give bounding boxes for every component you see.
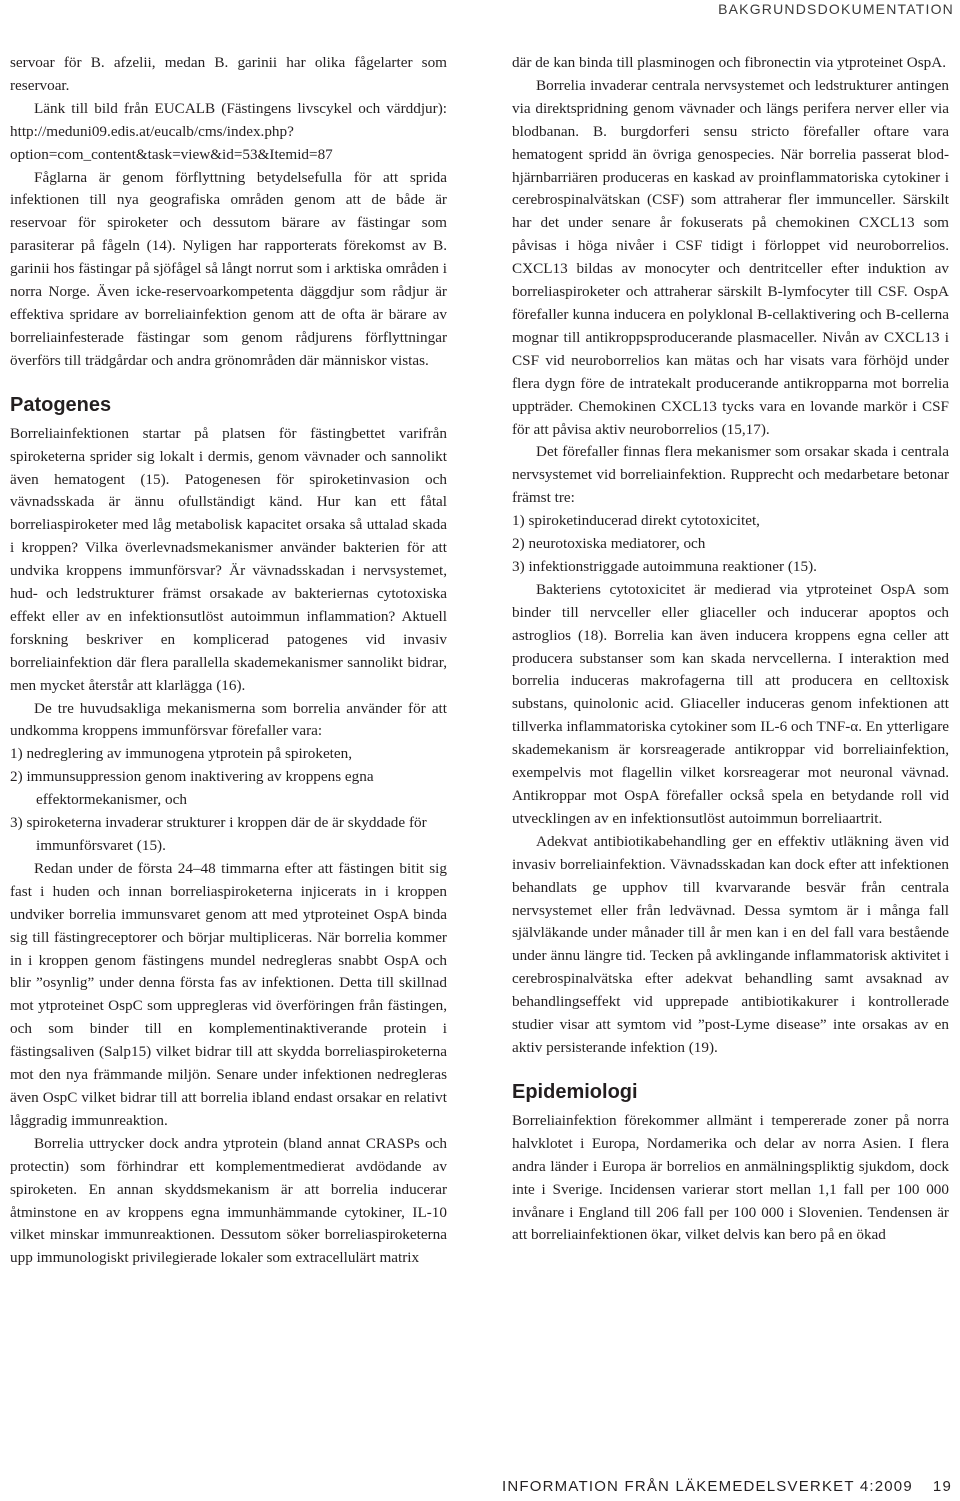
damage-mechanism-list — [512, 510, 949, 579]
list-item: 3) infektionstriggade autoimmuna reaktioner (15). — [512, 557, 817, 575]
paragraph: Adekvat antibiotikabehandling ger en effektiv utläkning även vid invasiv borreliainfektion. Vävnadsskadan kan dock efter att infektionen behandlats ge upphov till kvarvarande besvär från centrala nervsystemet eller från ledvävnad. Dessa symtom är i många fall självläkande under månader till år men kan i en del fall vara bestående under ännu längre tid. Tecken på avklingande inflammatorisk aktivitet i cerebrospinalvätska efter adekvat behandling samt avsaknad av behandlingseffekt vid upprepade antibiotikakurer i kontrollerade studier visar att symtom vid ”post-Lyme disease” inte orsakas av en aktiv persisterande infektion (19). — [512, 832, 949, 1056]
page-number: 19 — [932, 1478, 952, 1495]
list-item: 2) neurotoxiska mediatorer, och — [512, 535, 706, 553]
list-item: 3) spiroketerna invaderar strukturer i kroppen där de är skyddade för immunförsvaret (15). — [10, 814, 427, 854]
paragraph: Borreliainfektion förekommer allmänt i tempererade zoner på norra halvklotet i Europa, Nordamerika och delar av norra Asien. I flera andra länder i Europa är borrelios en anmälningspliktig sjukdom, dock inte i Sverige. Incidensen varierar stort mellan 1,1 fall per 100 000 invånare i England till 206 fall per 100 000 i Slovenien. Tendensen är att borreliainfektionen ökar, vilket delvis kan bero på en ökad — [512, 1111, 949, 1244]
paragraph: servoar för B. afzelii, medan B. garinii har olika fågelarter som reservoar. — [10, 54, 447, 94]
paragraph: Borreliainfektionen startar på platsen för fästingbettet varifrån spiroketerna sprider sig lokalt i dermis, genom vävnader och sannolikt även hematogent (15). Patogenesen för spiroketinvasion och vävnadsskada är ännu ofullständigt känd. Hur kan ett fåtal borreliaspiroketer med låg metabolisk kapacitet orsaka så uttalad skada i kroppen? Vilka överlevnadsmekanismer använder bakterien för att undvika kroppens immunförsvar? Är vävnadsskadan i nervsystemet, hud- och ledstrukturer främst orsakade av bakteriernas cytotoxiska effekt eller av en infektionsutlöst autoimmun inflammation? Aktuell forskning beskriver en komplicerad patogenes vid invasiv borreliainfektion där flera parallella skademekanismer sannolikt bidrar, men mycket återstår att klarlägga (16). — [10, 424, 447, 694]
paragraph: Redan under de första 24–48 timmarna efter att fästingen bitit sig fast i huden och innan borreliaspiroketerna injicerats in i kroppen undviker borrelia immunsvaret genom att med ytproteinet OspA binda sig till fästingreceptorer och börjar multipliceras. När borrelia kommer in i kroppen genom fästingens mundel nedregleras snabbt OspA och blir ”osynlig” under denna första fas av infektionen. Detta till skillnad mot ytproteinet OspC som uppregleras vid överföringen från fästingen, och som binder till en komplementinaktiverande protein i fästingsaliven (Salp15) vilket bidrar till att skydda borreliaspiroketerna mot den nya främmande miljön. Senare under infektionen nedregleras även OspC vilket bidrar till att borrelia ibland endast orsakar en relativt låggradig immunreaktion. — [10, 859, 447, 1129]
eucalb-link-paragraph[interactable]: Länk till bild från EUCALB (Fästingens livscykel och värddjur): http://meduni09.edis.at/eucalb/cms/index.php?option=com_content&task=view&id=53&Itemid=87 — [10, 99, 447, 163]
heading-epidemiologi: Epidemiologi — [512, 1080, 638, 1103]
list-item: 1) spiroketinducerad direkt cytotoxicitet, — [512, 512, 760, 530]
paragraph: Fåglarna är genom förflyttning betydelsefulla för att sprida infektionen till nya geografiska områden genom att de både är reservoar för spiroketer och dessutom bärare av fästingar som parasiterar på fågeln (14). Nyligen har rapporterats förekomst av B. garinii hos fästingar på sjöfågel så långt norrut som i arktiska områden i norra Norge. Även icke-reservoarkompetenta däggdjur som rådjur är effektiva spridare av borreliainfektion genom att de ofta är bärare av borreliainfesterade fästingar som genom rådjurens förflyttningar överförs till trädgårdar och andra grönområden där människor vistas. — [10, 168, 447, 369]
paragraph: Borrelia invaderar centrala nervsystemet och ledstrukturer antingen via direktspridning genom vävnader och längs perifera nerver eller via blodbanan. B. burgdorferi sensu stricto förefaller oftare vara hematogent spridd än övriga genospecies. När borrelia passerat blod-hjärnbarriären produceras en kaskad av proinflammatoriska cytokiner i cerebrospinalvätskan (CSF) som attraherar fler immunceller. Särskilt har det under senare år fokuserats på chemokinen CXCL13 som påvisas i höga nivåer i CSF tidigt i förloppet vid neuroborrelios. CXCL13 bildas av monocyter och dentritceller efter induktion av borreliaspiroketer och attraherar särskilt B-lymfocyter till CSF. OspA förefaller kunna inducera en polyklonal B-cellaktivering och B-cellerna mognar till antikroppsproducerande plasmaceller. Nivån av CXCL13 i CSF vid neuroborrelios kan mätas och har visats vara förhöjd under flera dygn före de intratekalt producerande antikropparna mot borrelia uppträder. Chemokinen CXCL13 tycks vara en lovande markör i CSF för att påvisa aktiv neuroborrelios (15,17). — [512, 76, 949, 438]
list-item: 2) immunsuppression genom inaktivering av kroppens egna effektormekanismer, och — [10, 768, 374, 809]
mechanism-list — [10, 743, 447, 858]
right-column — [512, 52, 949, 1247]
page-footer — [502, 1478, 952, 1495]
section-header: BAKGRUNDSDOKUMENTATION — [718, 1, 954, 17]
list-item: 1) nedreglering av immunogena ytprotein på spiroketen, — [10, 745, 353, 763]
publication-name: INFORMATION FRÅN LÄKEMEDELSVERKET 4:2009 — [502, 1478, 913, 1495]
paragraph: Det förefaller finnas flera mekanismer som orsakar skada i centrala nervsystemet vid borreliainfektion. Rupprecht och medarbetare betonar främst tre: — [512, 443, 949, 507]
paragraph: där de kan binda till plasminogen och fibronectin via ytproteinet OspA. — [512, 54, 947, 71]
paragraph: Borrelia uttrycker dock andra ytprotein (bland annat CRASPs och protectin) som förhindrar ett komplementmedierat avdödande av spiroketen. En annan skyddsmekanism är att borrelia inducerar åtminstone en av kroppens egna immunhämmande cytokiner, IL-10 vilket minskar immunreaktionen. Dessutom söker borreliaspiroketerna upp immunologiskt privilegierade lokaler som extracellulärt matrix — [10, 1134, 447, 1267]
paragraph: De tre huvudsakliga mekanismerna som borrelia använder för att undkomma kroppens immunförsvar förefaller vara: — [10, 699, 447, 740]
heading-patogenes: Patogenes — [10, 393, 112, 416]
paragraph: Bakteriens cytotoxicitet är medierad via ytproteinet OspA som binder till nervceller eller gliaceller och inducerar apoptos och astroglios (18). Borrelia kan även inducera kroppens egna celler att producera substanser som kan skada nervcellerna. I interaktion med borrelia induceras makrofagerna till att producera en celltoxisk substans, quinolonic acid. Gliaceller induceras genom infektionen att tillverka inflammatoriska cytokiner som IL-6 och TNF-α. En ytterligare skademekanism är korsreagerade antikroppar vid borreliainfektion, exempelvis mot flagellin vilket korsreagerar mot neuronal vävnad. Antikroppar mot OspA förefaller också spela en betydande roll vid utvecklingen av en infektionsutlöst autoimmun borreliaartrit. — [512, 580, 949, 827]
left-column — [10, 52, 447, 1270]
